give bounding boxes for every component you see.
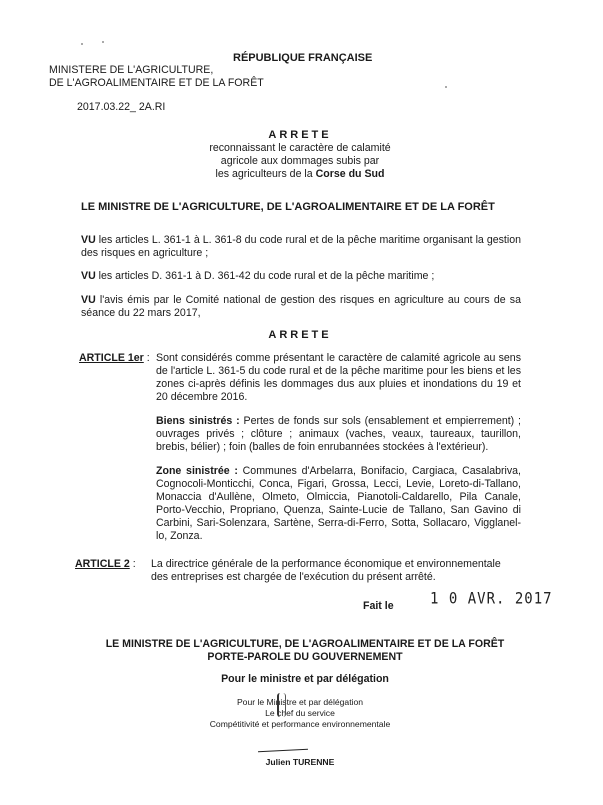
article-separator: : <box>143 352 150 364</box>
consideration-text: les articles D. 361-1 à D. 361-42 du code rural et de la pêche maritime ; <box>95 270 435 282</box>
stamp-line1: Pour le Ministre et par délégation <box>236 697 364 707</box>
affected-zone-label: Zone sinistrée : <box>156 465 238 477</box>
consideration-text: les articles L. 361-1 à L. 361-8 du code rural et de la pêche maritime organisant la gestion des risques en agriculture ; <box>81 234 521 259</box>
handwritten-signature-icon <box>277 693 286 717</box>
stamp-line3: Compétitivité et performance environnementale <box>209 719 391 729</box>
scan-artifact <box>102 41 104 43</box>
article-1-text: Sont considérés comme présentant le caractère de calamité agricole au sens de l'article L. 361-5 du code rural et de la pêche maritime pour les biens et les zones ci-après définis les dommages dus aux pluies et inondations du 19 et 20 décembre 2016. <box>156 352 521 403</box>
decree-title-block <box>150 129 450 181</box>
vu-label: VU <box>81 294 96 306</box>
consideration-1 <box>81 234 521 260</box>
consideration-3 <box>81 294 521 320</box>
ministry-name-line2: DE L'AGROALIMENTAIRE ET DE LA FORÊT <box>49 77 264 89</box>
stamp-line2: Le chef du service <box>265 708 335 718</box>
decree-subtitle-line3 <box>150 168 450 181</box>
date-stamp: 1 0 AVR. 2017 <box>430 589 553 609</box>
vu-label: VU <box>81 234 96 246</box>
republic-heading: RÉPUBLIQUE FRANÇAISE <box>233 52 373 64</box>
decree-subtitle-line1: reconnaissant le caractère de calamité <box>209 142 391 154</box>
official-stamp <box>200 697 400 730</box>
damaged-goods <box>156 415 521 454</box>
delegation-line: Pour le ministre et par délégation <box>221 673 389 685</box>
signatory-minister-line1: LE MINISTRE DE L'AGRICULTURE, DE L'AGROALIMENTAIRE ET DE LA FORÊT <box>105 638 505 650</box>
article-separator: : <box>129 558 136 570</box>
article-2-text: La directrice générale de la performance économique et environnementale des entreprises est chargée de l'exécution du présent arrêté. <box>151 558 501 583</box>
consideration-2 <box>81 270 521 283</box>
signatory-name: Julien TURENNE <box>265 757 335 767</box>
scan-artifact <box>445 86 447 88</box>
article-2-label-wrap <box>75 558 136 571</box>
region-name: Corse du Sud <box>315 168 385 180</box>
consideration-text: l'avis émis par le Comité national de gestion des risques en agriculture au cours de sa séance du 22 mars 2017, <box>81 294 521 319</box>
affected-zone-text: Communes d'Arbelarra, Bonifacio, Cargiaca, Casalabriva, Cognocoli-Monticchi, Conca, Figari, Grossa, Lecci, Levie, Loreto-di-Tallano, Monaccia d'Aullène, Olmeto, Olmiccia, Pianotoli-Caldarello, Pila Canale, Porto-Vecchio, Propriano, Quenza, Sainte-Lucie de Tallano, San Gavino di Carbini, Sari-Solenzara, Sartène, Serra-di-Ferro, Sotta, Sollacaro, Vigglanel-lo, Zonza. <box>156 465 521 542</box>
affected-zone <box>156 465 521 543</box>
decree-heading: ARRETE <box>268 329 332 341</box>
article-1-label-wrap <box>79 352 150 365</box>
signature-line <box>258 749 308 753</box>
damaged-goods-label: Biens sinistrés : <box>156 415 240 427</box>
damaged-goods-text: Pertes de fonds sur sols (ensablement et empierrement) ; ouvrages privés ; clôture ; animaux (vaches, veaux, taureaux, taurillon, brebis, bélier) ; foin (balles de foin enrubannées stockées à l'extérieur). <box>156 415 521 453</box>
decree-title: ARRETE <box>268 129 332 141</box>
signatory-minister-line2: PORTE-PAROLE DU GOUVERNEMENT <box>207 651 403 663</box>
scan-artifact <box>81 43 83 45</box>
document-reference: 2017.03.22_ 2A.RI <box>77 101 166 113</box>
decree-subtitle-line2: agricole aux dommages subis par <box>220 155 380 167</box>
minister-heading: LE MINISTRE DE L'AGRICULTURE, DE L'AGROALIMENTAIRE ET DE LA FORÊT <box>81 201 495 213</box>
done-label: Fait le <box>363 600 394 612</box>
ministry-name-line1: MINISTERE DE L'AGRICULTURE, <box>49 64 214 76</box>
subtitle-prefix: les agriculteurs de la <box>215 168 316 180</box>
article-1-label: ARTICLE 1er <box>79 352 144 364</box>
article-2-label: ARTICLE 2 <box>75 558 130 570</box>
vu-label: VU <box>81 270 96 282</box>
